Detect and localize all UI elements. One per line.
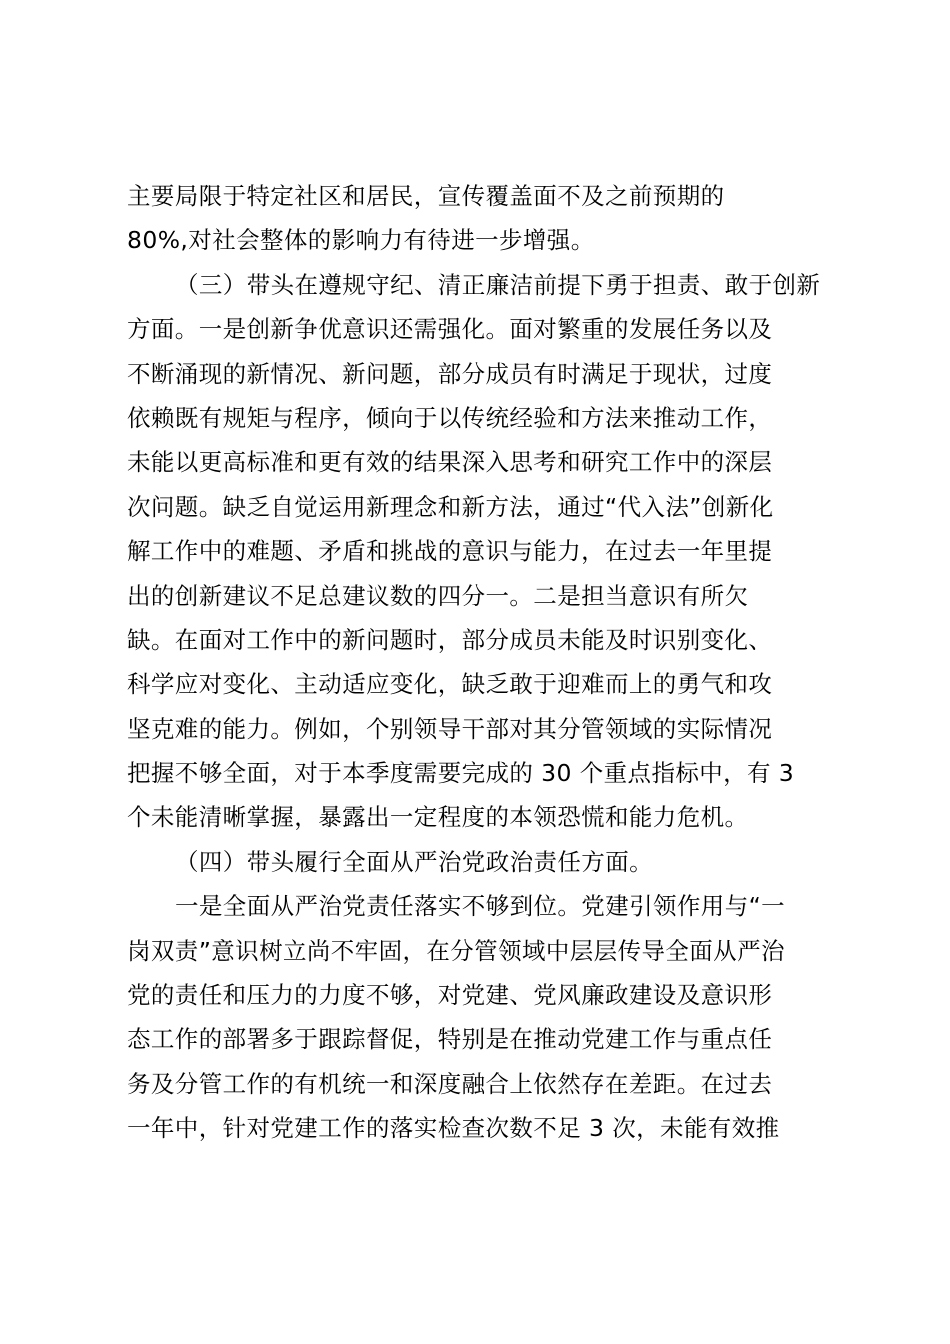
text-line: （四）带头履行全面从严治党政治责任方面。 xyxy=(175,847,653,876)
text-line: 党的责任和压力的力度不够，对党建、党风廉政建设及意识形 xyxy=(127,981,773,1010)
text-line: 把握不够全面，对于本季度需要完成的 30 个重点指标中，有 3 xyxy=(127,759,795,788)
text-line: 科学应对变化、主动适应变化，缺乏敢于迎难而上的勇气和攻 xyxy=(127,670,773,699)
text-line: 80%,对社会整体的影响力有待进一步增强。 xyxy=(127,226,595,255)
text-line: 依赖既有规矩与程序，倾向于以传统经验和方法来推动工作， xyxy=(127,403,773,432)
text-line: （三）带头在遵规守纪、清正廉洁前提下勇于担责、敢于创新 xyxy=(175,270,821,299)
text-line: 一年中，针对党建工作的落实检查次数不足 3 次，未能有效推 xyxy=(127,1114,780,1143)
text-line: 不断涌现的新情况、新问题，部分成员有时满足于现状，过度 xyxy=(127,359,773,388)
text-line: 未能以更高标准和更有效的结果深入思考和研究工作中的深层 xyxy=(127,448,773,477)
text-line: 坚克难的能力。例如，个别领导干部对其分管领域的实际情况 xyxy=(127,714,773,743)
text-line: 个未能清晰掌握，暴露出一定程度的本领恐慌和能力危机。 xyxy=(127,803,749,832)
text-line: 务及分管工作的有机统一和深度融合上依然存在差距。在过去 xyxy=(127,1069,773,1098)
text-line: 岗双责”意识树立尚不牢固，在分管领域中层层传导全面从严治 xyxy=(127,936,785,965)
text-line: 主要局限于特定社区和居民，宣传覆盖面不及之前预期的 xyxy=(127,182,725,210)
document-body xyxy=(127,174,827,1151)
text-line: 一是全面从严治党责任落实不够到位。党建引领作用与“一 xyxy=(175,892,786,921)
text-line: 出的创新建议不足总建议数的四分一。二是担当意识有所欠 xyxy=(127,581,749,610)
text-line: 解工作中的难题、矛盾和挑战的意识与能力，在过去一年里提 xyxy=(127,537,773,566)
text-line: 次问题。缺乏自觉运用新理念和新方法，通过“代入法”创新化 xyxy=(127,492,774,521)
text-line: 态工作的部署多于跟踪督促，特别是在推动党建工作与重点任 xyxy=(127,1025,773,1054)
text-line: 方面。一是创新争优意识还需强化。面对繁重的发展任务以及 xyxy=(127,315,773,344)
text-line: 缺。在面对工作中的新问题时，部分成员未能及时识别变化、 xyxy=(127,625,773,654)
